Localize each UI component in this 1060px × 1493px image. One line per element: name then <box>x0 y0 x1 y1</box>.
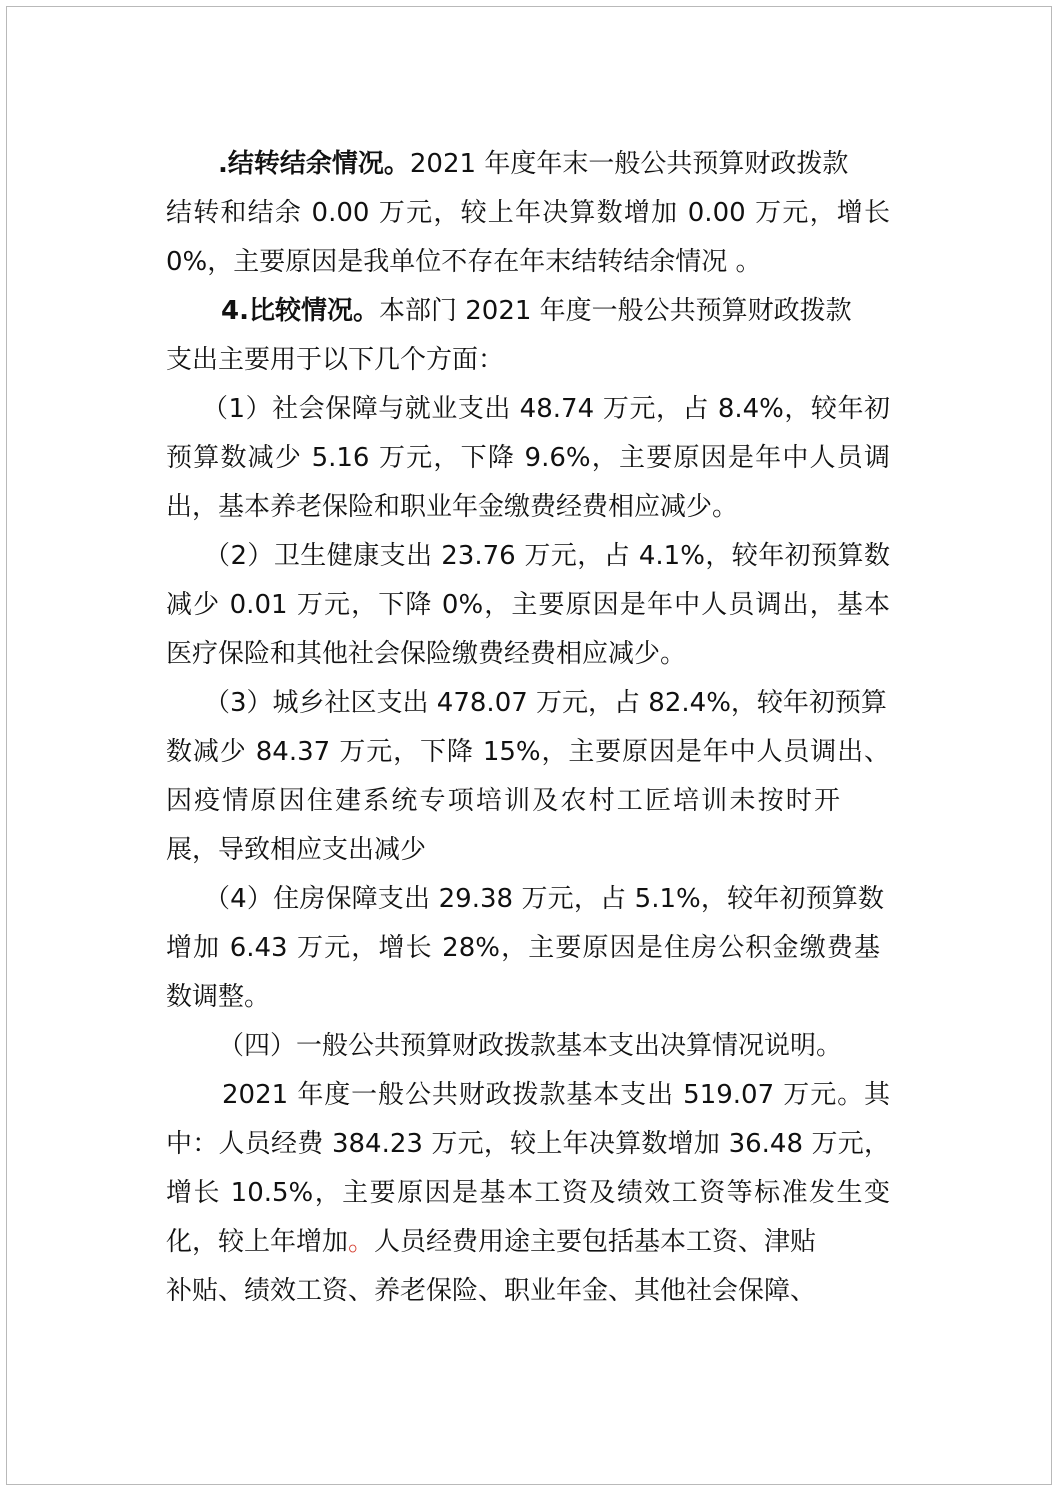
section-heading: 4.比较情况。 <box>221 296 379 326</box>
text-line: （2）卫生健康支出 23.76 万元，占 4.1%，较年初预算数 <box>204 541 890 571</box>
text-line: 0%，主要原因是我单位不存在年末结转结余情况 。 <box>166 247 762 277</box>
text-line: 结转和结余 0.00 万元，较上年决算数增加 0.00 万元，增长 <box>166 198 890 228</box>
section-heading: （四）一般公共预算财政拨款基本支出决算情况说明。 <box>218 1031 843 1061</box>
text-line: 2021 年度一般公共财政拨款基本支出 519.07 万元。其 <box>222 1080 890 1110</box>
text-line: 支出主要用于以下几个方面： <box>166 345 505 375</box>
text-line: 增长 10.5%，主要原因是基本工资及绩效工资等标准发生变 <box>166 1178 890 1208</box>
red-punctuation-mark: 。 <box>348 1227 375 1257</box>
text-line: 展，导致相应支出减少 <box>166 835 427 865</box>
text-line: 增加 6.43 万元，增长 28%，主要原因是住房公积金缴费基 <box>166 933 880 963</box>
text-line: 预算数减少 5.16 万元，下降 9.6%，主要原因是年中人员调 <box>166 443 890 473</box>
text-line: .结转结余情况。2021 年度年末一般公共预算财政拨款 <box>218 149 849 179</box>
text-line: 化，较上年增加。人员经费用途主要包括基本工资、津贴 <box>166 1227 817 1257</box>
text-line: 4.比较情况。本部门 2021 年度一般公共预算财政拨款 <box>221 296 852 326</box>
text-line: 医疗保险和其他社会保险缴费经费相应减少。 <box>166 639 687 669</box>
text-line: （3）城乡社区支出 478.07 万元，占 82.4%，较年初预算 <box>204 688 887 718</box>
text-line: 出，基本养老保险和职业年金缴费经费相应减少。 <box>166 492 739 522</box>
section-heading: .结转结余情况。 <box>218 149 410 179</box>
text-line: 减少 0.01 万元，下降 0%，主要原因是年中人员调出，基本 <box>166 590 890 620</box>
text-line: 数调整。 <box>166 982 271 1012</box>
text-line: 补贴、绩效工资、养老保险、职业年金、其他社会保障、 <box>166 1276 817 1306</box>
text-line: （4）住房保障支出 29.38 万元，占 5.1%，较年初预算数 <box>204 884 884 914</box>
text-line: 数减少 84.37 万元，下降 15%，主要原因是年中人员调出、 <box>166 737 890 767</box>
text-line: 因疫情原因住建系统专项培训及农村工匠培训未按时开 <box>166 786 840 816</box>
text-line: （1）社会保障与就业支出 48.74 万元，占 8.4%，较年初 <box>202 394 890 424</box>
text-line: 中：人员经费 384.23 万元，较上年决算数增加 36.48 万元， <box>166 1129 890 1159</box>
